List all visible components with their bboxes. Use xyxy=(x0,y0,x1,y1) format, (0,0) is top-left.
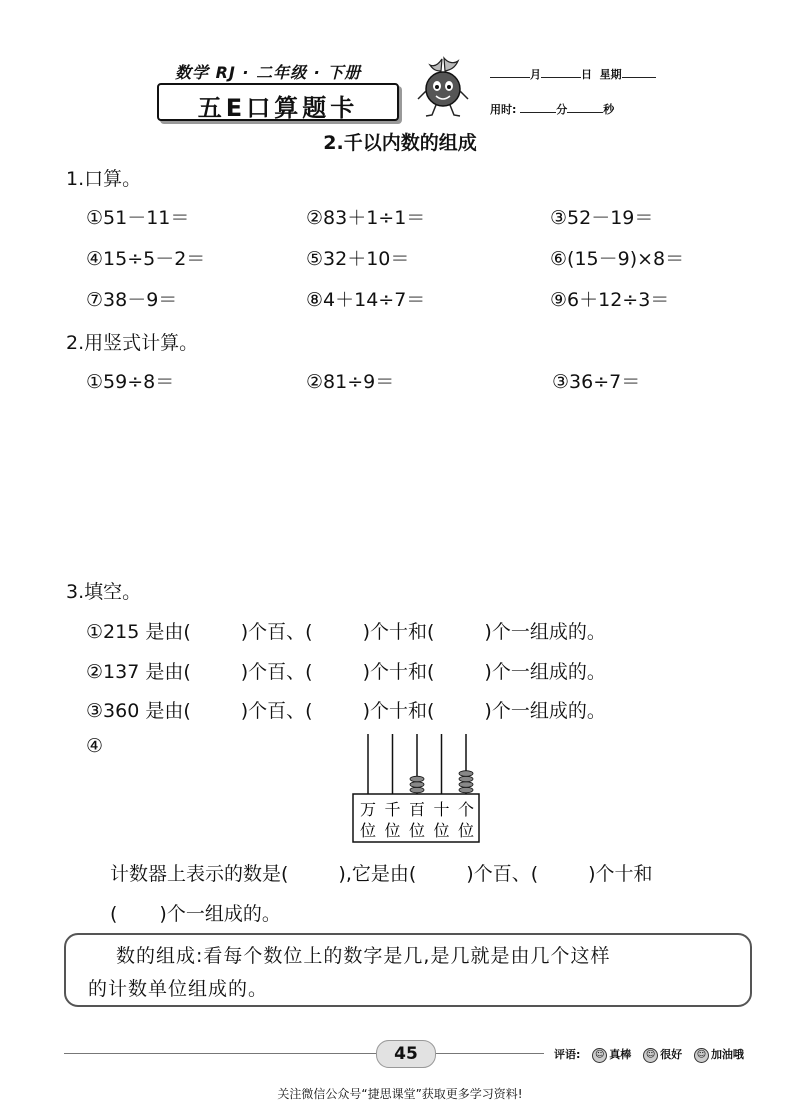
subject-label: 数学 RJ · 二年级 · 下册 xyxy=(175,63,362,82)
date-field: 月 日 星期 xyxy=(490,66,656,82)
tip-line: 数的组成:看每个数位上的数字是几,是几就是由几个这样 xyxy=(116,945,611,967)
abacus-place-label: 千 xyxy=(384,800,401,819)
q2-heading: 2.用竖式计算。 xyxy=(66,332,199,354)
abacus-bead xyxy=(459,776,473,782)
time-field: 用时: 分 秒 xyxy=(490,103,615,116)
abacus-bead xyxy=(410,787,424,793)
fill-row: ③360 是由( )个百、( )个十和( )个一组成的。 xyxy=(86,700,606,722)
q1-item: ②83＋1÷1＝ xyxy=(306,207,426,229)
section-title: 2.千以内数的组成 xyxy=(323,132,477,154)
q2-item: ①59÷8＝ xyxy=(86,371,175,393)
q3-item4-label: ④ xyxy=(86,735,104,757)
smile-face-icon: ☺ xyxy=(592,1048,607,1063)
rating-bar: 评语: ☺ 真棒 ☺ 很好 ☺ 加油哦 xyxy=(554,1048,744,1061)
abacus-place-label: 百 xyxy=(408,800,426,819)
abacus-bead xyxy=(459,787,473,793)
footer-divider xyxy=(64,1053,376,1054)
abacus-bead xyxy=(459,771,473,777)
q1-heading: 1.口算。 xyxy=(66,168,142,190)
title-banner xyxy=(157,83,399,121)
abacus-place-label: 万 xyxy=(359,800,377,819)
fill-row: ②137 是由( )个百、( )个十和( )个一组成的。 xyxy=(86,661,606,683)
abacus-place-label: 位 xyxy=(433,821,450,840)
footer-divider xyxy=(434,1053,544,1054)
q1-item: ⑥(15－9)×8＝ xyxy=(550,248,685,270)
abacus-bead xyxy=(459,782,473,788)
abacus-question-line2: ( )个一组成的。 xyxy=(110,903,281,925)
abacus-diagram xyxy=(352,732,482,848)
abacus-place-label: 十 xyxy=(433,800,450,819)
q1-item: ⑨6＋12÷3＝ xyxy=(550,289,670,311)
abacus-bead xyxy=(410,776,424,782)
q3-heading: 3.填空。 xyxy=(66,581,142,603)
abacus-place-label: 个 xyxy=(457,800,475,819)
q1-item: ⑤32＋10＝ xyxy=(306,248,410,270)
q1-item: ④15÷5－2＝ xyxy=(86,248,206,270)
q1-item: ⑧4＋14÷7＝ xyxy=(306,289,426,311)
fill-row: ①215 是由( )个百、( )个十和( )个一组成的。 xyxy=(86,621,606,643)
cheer-face-icon: ☺ xyxy=(694,1048,709,1063)
tip-line: 的计数单位组成的。 xyxy=(88,978,269,1000)
radish-mascot-icon xyxy=(412,55,474,123)
q2-item: ②81÷9＝ xyxy=(306,371,395,393)
abacus-place-label: 位 xyxy=(359,821,377,840)
card-title: 五E口算题卡 xyxy=(197,94,359,122)
happy-face-icon: ☺ xyxy=(643,1048,658,1063)
abacus-place-label: 位 xyxy=(457,821,475,840)
q1-item: ⑦38－9＝ xyxy=(86,289,178,311)
q1-item: ①51－11＝ xyxy=(86,207,190,229)
q1-item: ③52－19＝ xyxy=(550,207,654,229)
page-number: 45 xyxy=(376,1040,436,1068)
abacus-bead xyxy=(410,782,424,788)
abacus-place-label: 位 xyxy=(408,821,426,840)
bottom-note: 关注微信公众号“捷思课堂”获取更多学习资料! xyxy=(277,1087,523,1101)
abacus-place-label: 位 xyxy=(384,821,401,840)
abacus-question-line1: 计数器上表示的数是( ),它是由( )个百、( )个十和 xyxy=(110,863,653,885)
q2-item: ③36÷7＝ xyxy=(552,371,641,393)
